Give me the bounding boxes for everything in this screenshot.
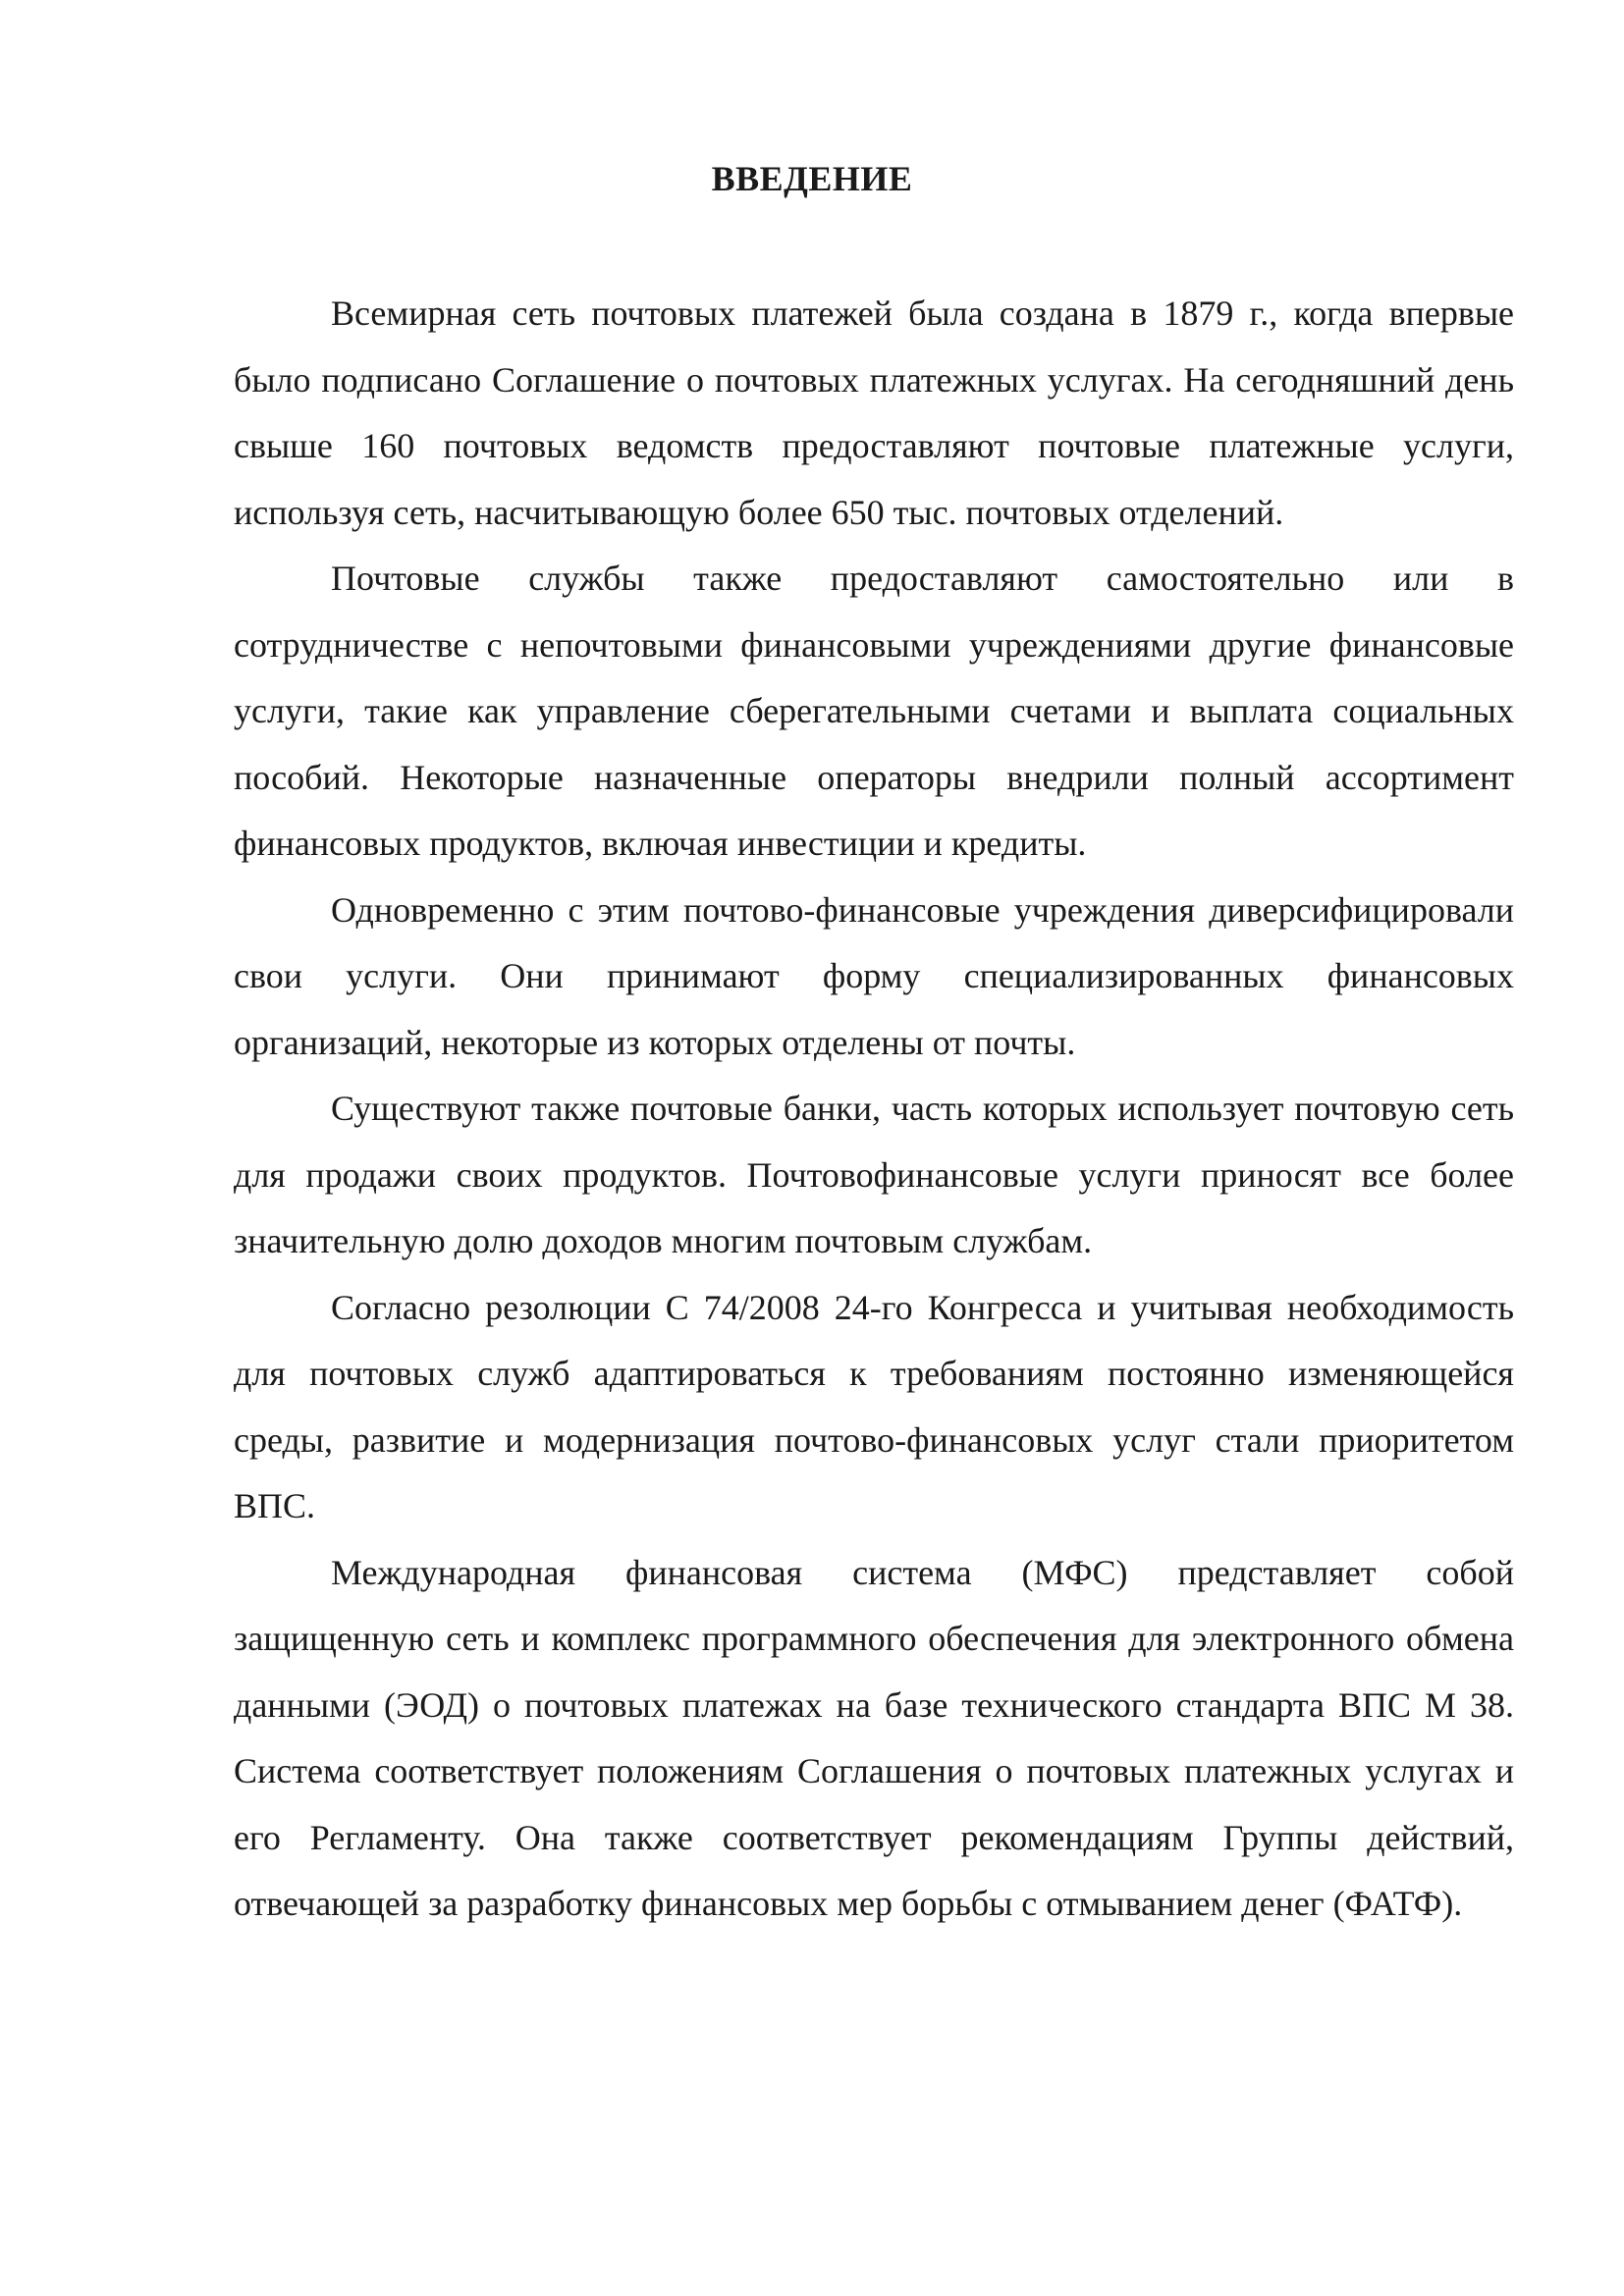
paragraph-ifs-system: Международная финансовая система (МФС) представляет собой защищенную сеть и комплекс программного обеспечения для электронного обмена данными (ЭОД) о почтовых платежах на базе технического стандарта ВПС М 38. Система соответствует положениям Соглашения о почтовых платежных услугах и его Регламенту. Она также соответствует рекомендациям Группы действий, отвечающей за разработку финансовых мер борьбы с отмыванием денег (ФАТФ). (234, 1552, 1514, 1923)
paragraph-financial-services: Почтовые службы также предоставляют самостоятельно или в сотрудничестве с непочтовыми финансовыми учреждениями другие финансовые услуги, такие как управление сберегательными счетами и выплата социальных пособий. Некоторые назначенные операторы внедрили полный ассортимент финансовых продуктов, включая инвестиции и кредиты. (234, 559, 1514, 863)
document-body (234, 281, 1514, 1938)
page-title: ВВЕДЕНИЕ (711, 159, 913, 198)
paragraph-postal-payment-network: Всемирная сеть почтовых платежей была создана в 1879 г., когда впервые было подписано Соглашение о почтовых платежных услугах. На сегодняшний день свыше 160 почтовых ведомств предоставляют почтовые платежные услуги, используя сеть, насчитывающую более 650 тыс. почтовых отделений. (234, 294, 1514, 532)
paragraph-diversification: Одновременно с этим почтово-финансовые учреждения диверсифицировали свои услуги. Они принимают форму специализированных финансовых организаций, некоторые из которых отделены от почты. (234, 889, 1514, 1062)
paragraph-postal-banks: Существуют также почтовые банки, часть которых использует почтовую сеть для продажи своих продуктов. Почтовофинансовые услуги приносят все более значительную долю доходов многим почтовым службам. (234, 1089, 1514, 1260)
paragraph-congress-resolution: Согласно резолюции С 74/2008 24-го Конгресса и учитывая необходимость для почтовых служб адаптироваться к требованиям постоянно изменяющейся среды, развитие и модернизация почтово-финансовых услуг стали приоритетом ВПС. (234, 1287, 1514, 1525)
